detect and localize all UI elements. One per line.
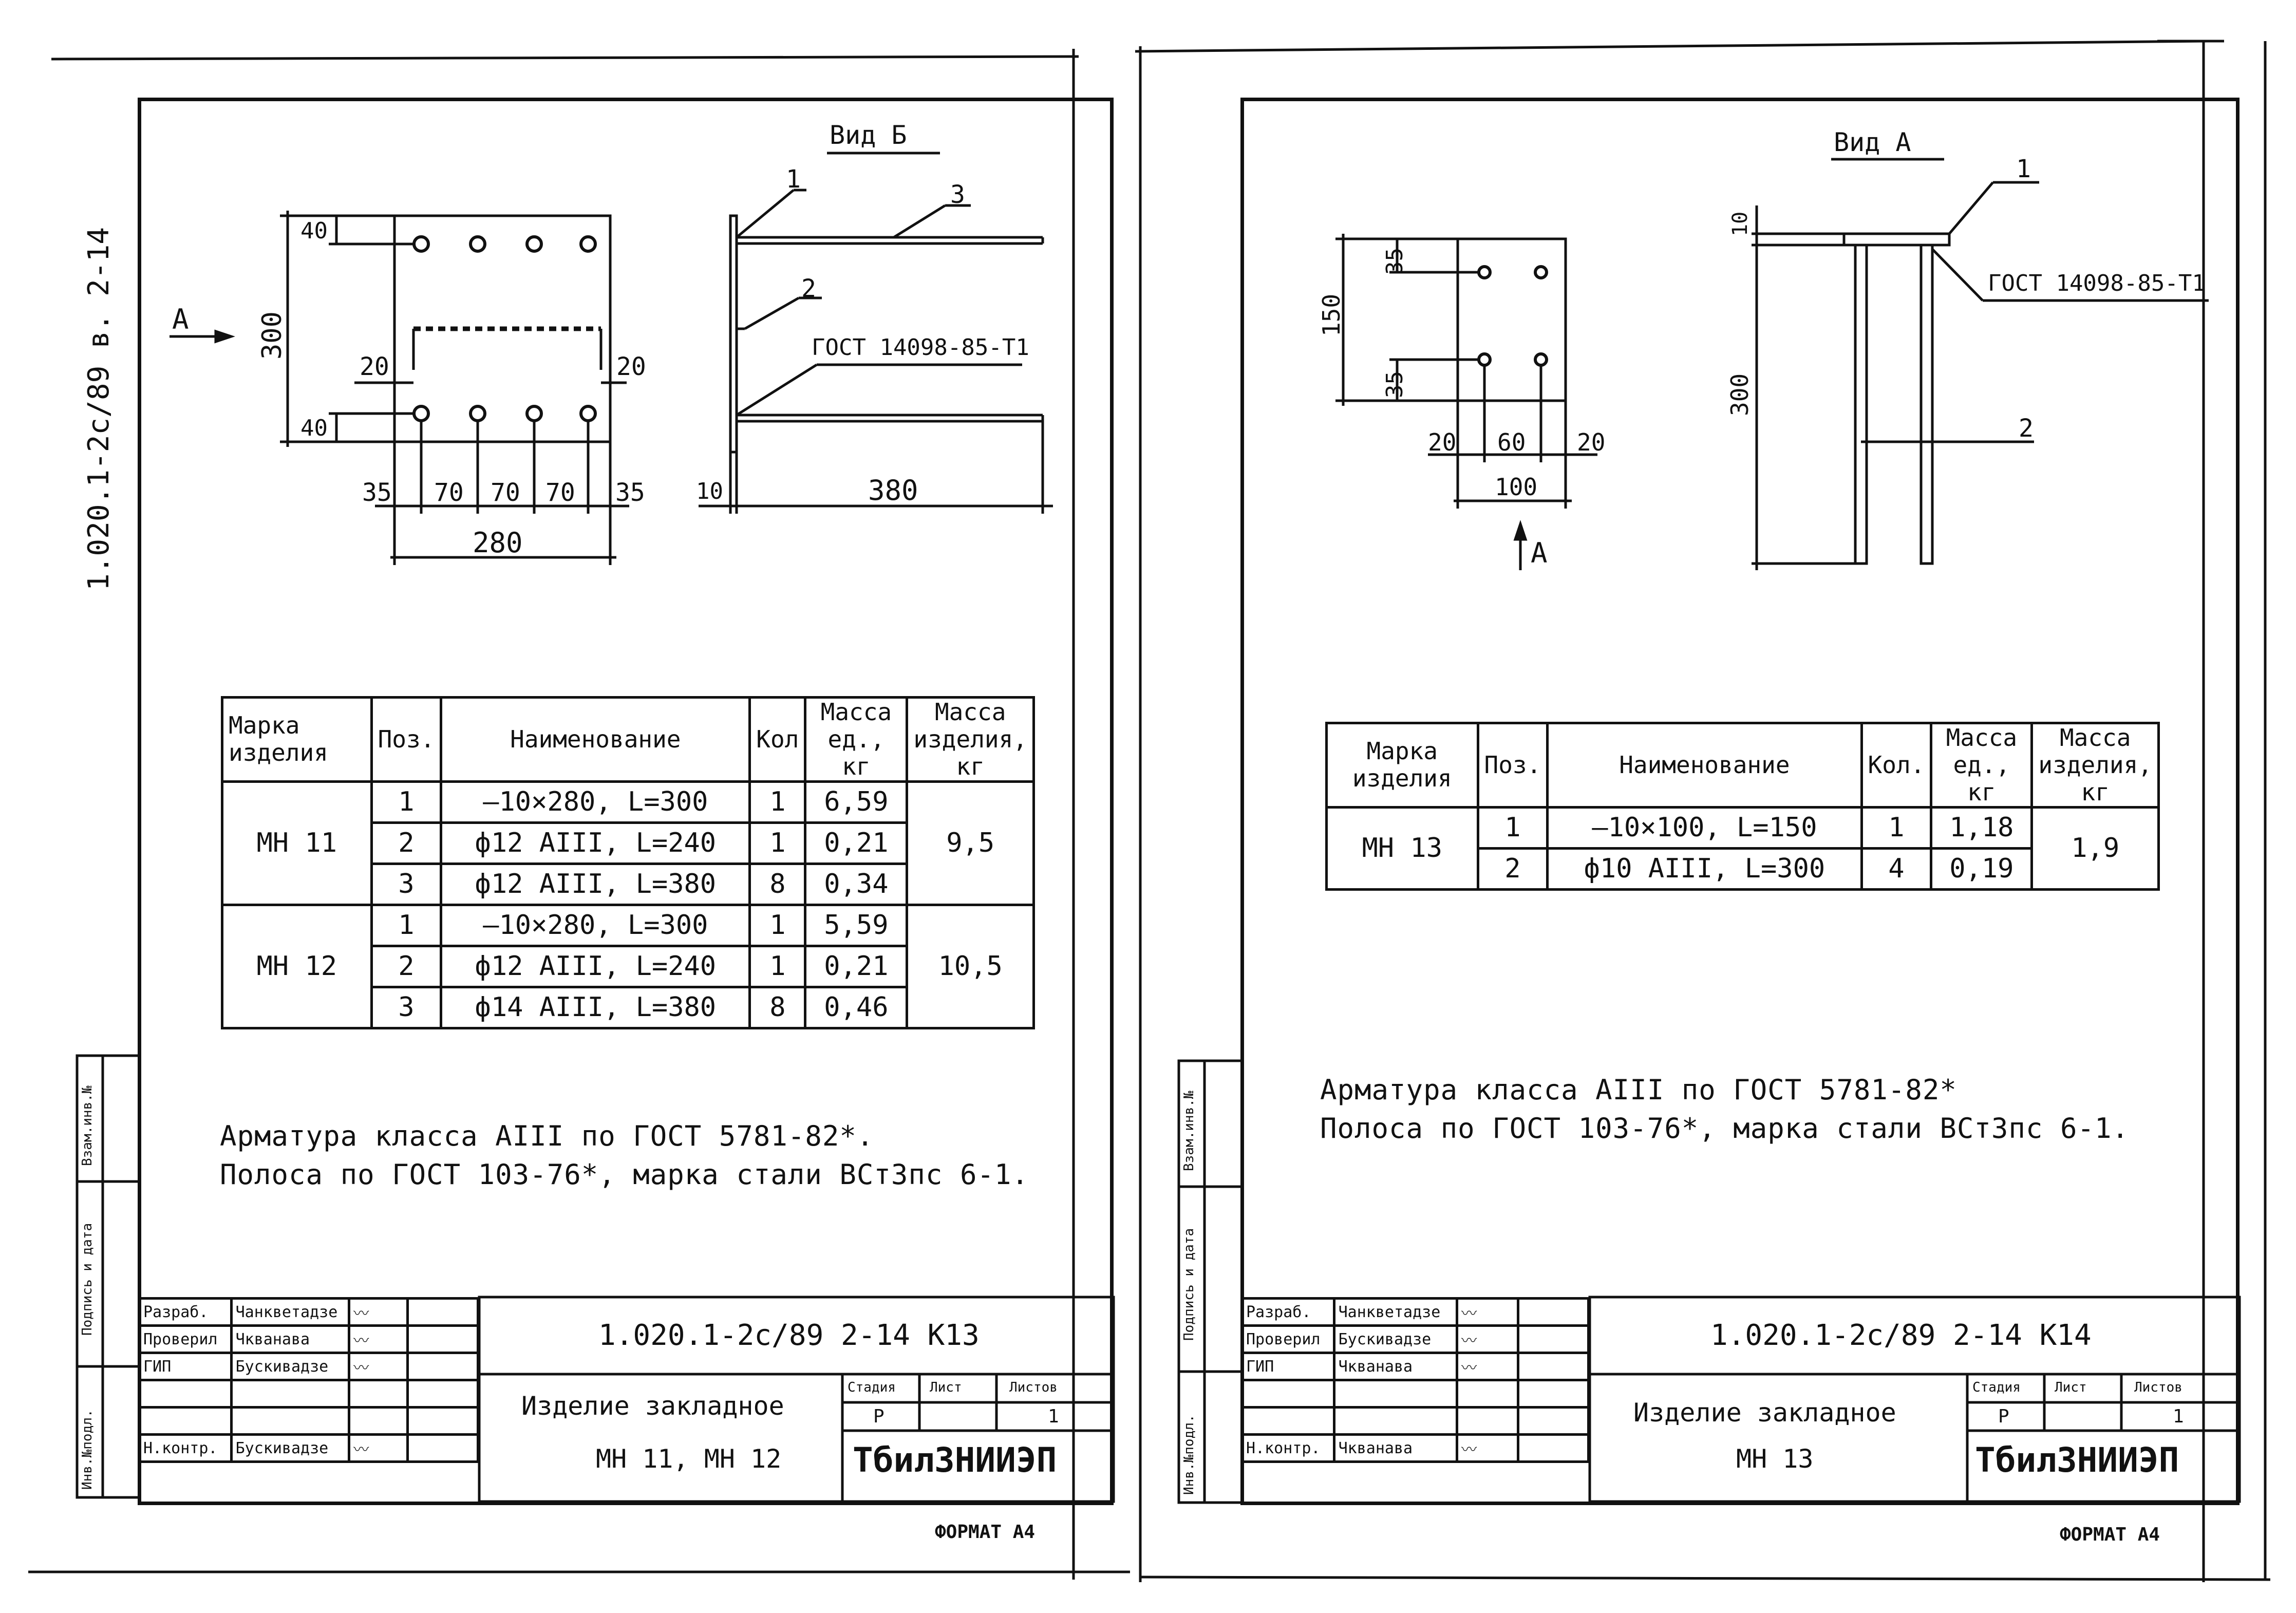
spec-qty: 1 — [750, 822, 805, 864]
spec-header-name: Наименование — [441, 698, 750, 782]
signature: 〰 — [1457, 1326, 1518, 1353]
left-dim-10: 10 — [696, 478, 723, 504]
tb-name: Бускивадзе — [231, 1353, 349, 1380]
tb-role: Н.контр. — [1242, 1435, 1334, 1462]
right-dim-35b: 35 — [1382, 371, 1408, 398]
signature: 〰 — [1457, 1299, 1518, 1326]
right-tb-sheets: 1 — [2173, 1406, 2184, 1427]
spec-item-mass: 10,5 — [907, 905, 1034, 1028]
spec-unit-mass: 0,34 — [805, 864, 907, 905]
left-tb-stage-label: Стадия — [848, 1380, 896, 1395]
spec-header-item-mass: Масса изделия, кг — [2032, 723, 2159, 808]
right-tb-sheets-label: Листов — [2134, 1380, 2182, 1395]
spec-name: ф14 АIII, L=380 — [441, 987, 750, 1028]
spec-pos: 3 — [371, 864, 441, 905]
left-dim-70a: 70 — [434, 478, 464, 507]
spec-pos: 1 — [371, 905, 441, 946]
spec-name: —10×280, L=300 — [441, 905, 750, 946]
left-dim-20-right: 20 — [616, 352, 646, 381]
signature: 〰 — [1457, 1435, 1518, 1462]
left-dim-20-left: 20 — [360, 352, 389, 381]
tb-role: Разраб. — [139, 1299, 232, 1326]
left-tb-org: ТбилЗНИИЭП — [853, 1440, 1057, 1480]
left-arrow-a-label: А — [172, 303, 189, 335]
left-dim-35a: 35 — [362, 478, 392, 507]
spec-pos: 2 — [371, 946, 441, 987]
spec-unit-mass: 1,18 — [1931, 807, 2032, 848]
right-callout-2: 2 — [2019, 414, 2034, 443]
left-tb-title: Изделие закладное — [521, 1391, 784, 1421]
spec-unit-mass: 0,19 — [1931, 848, 2032, 889]
spec-qty: 4 — [1861, 848, 1931, 889]
left-side-label-0: Взам.инв.№ — [80, 1085, 95, 1166]
left-tb-sheet-label: Лист — [930, 1380, 962, 1395]
right-tb-subtitle: МН 13 — [1736, 1444, 1814, 1474]
right-note-1: Арматура класса АIII по ГОСТ 5781-82* — [1320, 1074, 1957, 1106]
left-dim-40-bottom: 40 — [300, 415, 328, 441]
tb-name: Бускивадзе — [231, 1435, 349, 1462]
spec-name: —10×100, L=150 — [1548, 807, 1861, 848]
right-dim-20b: 20 — [1577, 428, 1606, 456]
spec-mark: МН 12 — [222, 905, 372, 1028]
spec-qty: 1 — [750, 905, 805, 946]
spec-header-unit-mass: Масса ед., кг — [1931, 723, 2032, 808]
left-callout-1: 1 — [786, 165, 801, 194]
spec-name: ф12 АIII, L=380 — [441, 864, 750, 905]
spec-qty: 1 — [1861, 807, 1931, 848]
spec-header-pos: Поз. — [1478, 723, 1548, 808]
tb-role: ГИП — [1242, 1353, 1334, 1380]
right-tb-stage: Р — [1998, 1406, 2009, 1427]
right-callout-1: 1 — [2016, 155, 2031, 183]
tb-role: Проверил — [139, 1326, 232, 1353]
signature: 〰 — [349, 1435, 407, 1462]
left-tb-sheets: 1 — [1048, 1406, 1059, 1427]
spec-qty: 1 — [750, 781, 805, 822]
spec-header-qty: Кол. — [1861, 723, 1931, 808]
right-tb-org: ТбилЗНИИЭП — [1975, 1440, 2179, 1480]
left-dim-280: 280 — [473, 527, 523, 559]
spec-header-qty: Кол — [750, 698, 805, 782]
left-tb-stage: Р — [873, 1406, 884, 1427]
right-callout-gost: ГОСТ 14098-85-Т1 — [1988, 270, 2206, 296]
left-tb-code: 1.020.1-2с/89 2-14 К13 — [598, 1319, 980, 1352]
spec-header-mark: Марка изделия — [222, 698, 372, 782]
spec-unit-mass: 0,21 — [805, 946, 907, 987]
spec-header-name: Наименование — [1548, 723, 1861, 808]
right-dim-20a: 20 — [1428, 428, 1457, 456]
tb-role: Проверил — [1242, 1326, 1334, 1353]
left-dim-40-top: 40 — [300, 218, 328, 244]
spec-header-pos: Поз. — [371, 698, 441, 782]
tb-role: ГИП — [139, 1353, 232, 1380]
spec-unit-mass: 0,21 — [805, 822, 907, 864]
right-tb-title: Изделие закладное — [1633, 1398, 1896, 1428]
right-dim-100: 100 — [1495, 473, 1538, 501]
right-tb-stage-label: Стадия — [1972, 1380, 2021, 1395]
right-dim-10: 10 — [1728, 211, 1752, 236]
left-dim-380: 380 — [868, 474, 918, 507]
right-tb-sheet-label: Лист — [2055, 1380, 2087, 1395]
spec-pos: 2 — [1478, 848, 1548, 889]
tb-name: Чкванава — [1334, 1435, 1457, 1462]
right-tb-code: 1.020.1-2с/89 2-14 К14 — [1710, 1319, 2092, 1352]
right-dim-60: 60 — [1497, 428, 1526, 456]
spec-header-unit-mass: Масса ед., кг — [805, 698, 907, 782]
spec-name: ф10 АIII, L=300 — [1548, 848, 1861, 889]
left-tb-sheets-label: Листов — [1009, 1380, 1058, 1395]
spec-item-mass: 1,9 — [2032, 807, 2159, 889]
spec-unit-mass: 0,46 — [805, 987, 907, 1028]
spec-name: ф12 АIII, L=240 — [441, 822, 750, 864]
spec-name: ф12 АIII, L=240 — [441, 946, 750, 987]
left-view-label: Вид Б — [830, 120, 907, 150]
right-format: ФОРМАТ А4 — [2060, 1524, 2160, 1545]
tb-name: Чкванава — [1334, 1353, 1457, 1380]
left-side-label-1: Подпись и дата — [80, 1223, 95, 1336]
tb-name: Бускивадзе — [1334, 1326, 1457, 1353]
left-format: ФОРМАТ А4 — [935, 1522, 1036, 1543]
left-callout-3: 3 — [950, 180, 965, 209]
left-note-2: Полоса по ГОСТ 103-76*, марка стали ВСт3пс 6-1. — [220, 1158, 1029, 1191]
tb-name: Чкванава — [231, 1326, 349, 1353]
right-side-label-0: Взам.инв.№ — [1181, 1091, 1197, 1171]
right-dim-300: 300 — [1726, 373, 1754, 416]
signature: 〰 — [1457, 1353, 1518, 1380]
right-arrow-a-label: А — [1531, 537, 1548, 569]
spec-item-mass: 9,5 — [907, 781, 1034, 905]
right-note-2: Полоса по ГОСТ 103-76*, марка стали ВСт3пс 6-1. — [1320, 1112, 2130, 1145]
spec-mark: МН 13 — [1327, 807, 1478, 889]
right-dim-150: 150 — [1318, 293, 1345, 336]
signature: 〰 — [349, 1326, 407, 1353]
spec-pos: 3 — [371, 987, 441, 1028]
spec-qty: 8 — [750, 987, 805, 1028]
spec-qty: 1 — [750, 946, 805, 987]
signature: 〰 — [349, 1299, 407, 1326]
right-side-label-2: Инв.№подл. — [1181, 1414, 1197, 1495]
left-callout-2: 2 — [801, 274, 816, 303]
spec-name: —10×280, L=300 — [441, 781, 750, 822]
left-dim-300: 300 — [257, 311, 288, 360]
tb-role: Н.контр. — [139, 1435, 232, 1462]
spec-pos: 1 — [371, 781, 441, 822]
right-dim-35a: 35 — [1382, 248, 1408, 275]
signature: 〰 — [349, 1353, 407, 1380]
tb-name: Чанкветадзе — [1334, 1299, 1457, 1326]
right-view-label: Вид А — [1834, 127, 1911, 157]
left-callout-gost: ГОСТ 14098-85-Т1 — [812, 334, 1029, 361]
spec-unit-mass: 6,59 — [805, 781, 907, 822]
left-note-1: Арматура класса АIII по ГОСТ 5781-82*. — [220, 1120, 874, 1152]
left-side-label-2: Инв.№подл. — [80, 1409, 95, 1490]
spec-header-item-mass: Масса изделия, кг — [907, 698, 1034, 782]
spec-pos: 1 — [1478, 807, 1548, 848]
left-side-code: 1.020.1-2с/89 в. 2-14 — [82, 227, 116, 591]
spec-header-mark: Марка изделия — [1327, 723, 1478, 808]
spec-unit-mass: 5,59 — [805, 905, 907, 946]
tb-role: Разраб. — [1242, 1299, 1334, 1326]
left-dim-70b: 70 — [491, 478, 520, 507]
tb-name: Чанкветадзе — [231, 1299, 349, 1326]
right-side-label-1: Подпись и дата — [1181, 1228, 1197, 1341]
spec-mark: МН 11 — [222, 781, 372, 905]
left-dim-70c: 70 — [545, 478, 575, 507]
left-tb-subtitle: МН 11, МН 12 — [596, 1444, 782, 1474]
spec-qty: 8 — [750, 864, 805, 905]
spec-pos: 2 — [371, 822, 441, 864]
left-dim-35b: 35 — [615, 478, 645, 507]
